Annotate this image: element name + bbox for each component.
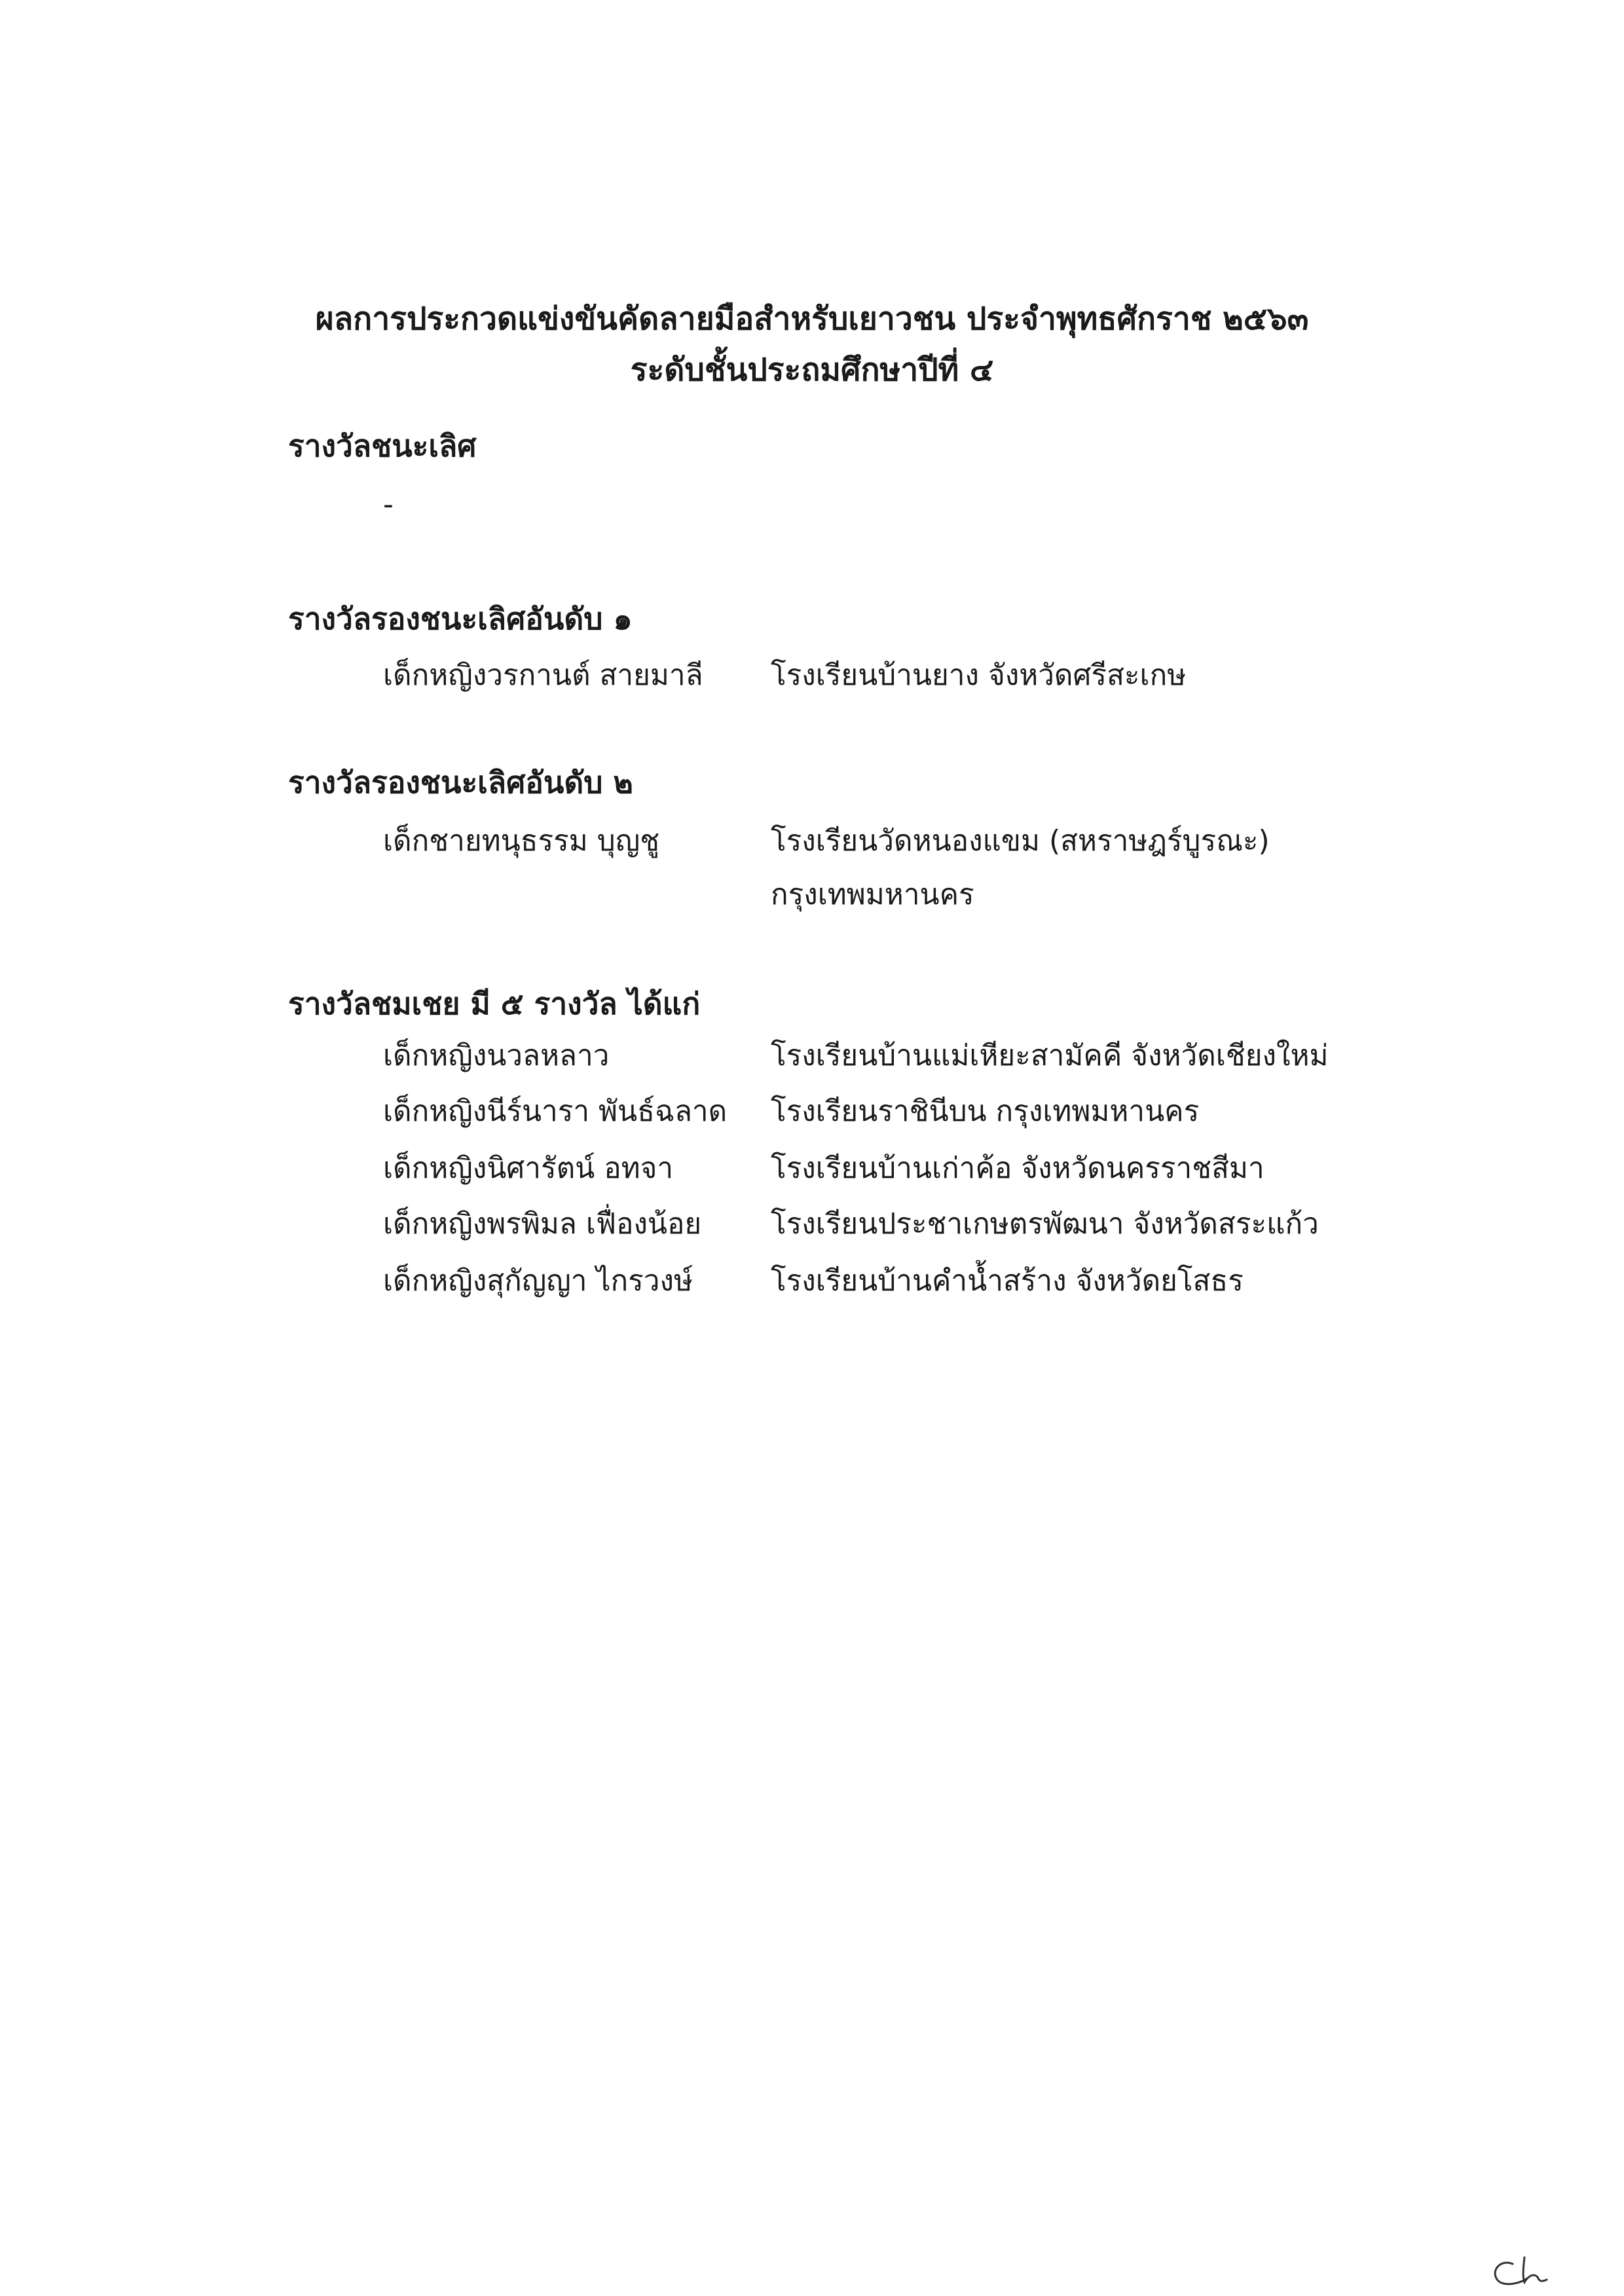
document-title: ผลการประกวดแข่งขันคัดลายมือสำหรับเยาวชน ประจำพุทธศักราช ๒๕๖๓ [315, 301, 1309, 337]
entry-school: โรงเรียนบ้านเก่าค้อ จังหวัดนครราชสีมา [771, 1152, 1264, 1185]
document-subtitle: ระดับชั้นประถมศึกษาปีที่ ๔ [630, 352, 994, 388]
section-heading-runner-up-2: รางวัลรองชนะเลิศอันดับ ๒ [288, 765, 633, 800]
winner-none: - [383, 488, 394, 521]
entry-school: โรงเรียนบ้านแม่เหียะสามัคคี จังหวัดเชียงใหม่ [771, 1039, 1329, 1072]
entry-name: เด็กหญิงสุกัญญา ไกรวงษ์ [383, 1264, 693, 1298]
entry-name: เด็กชายทนุธรรม บุญชู [383, 824, 660, 858]
entry-school: โรงเรียนประชาเกษตรพัฒนา จังหวัดสระแก้ว [771, 1207, 1319, 1241]
section-heading-runner-up-1: รางวัลรองชนะเลิศอันดับ ๑ [288, 601, 633, 636]
entry-name: เด็กหญิงนิศารัตน์ อทจา [383, 1152, 674, 1185]
entry-school: โรงเรียนวัดหนองแขม (สหราษฎร์บูรณะ) [771, 824, 1270, 858]
initials-signature [1486, 2252, 1578, 2291]
entry-name: เด็กหญิงนีร์นารา พันธ์ฉลาด [383, 1095, 728, 1128]
entry-name: เด็กหญิงวรกานต์ สายมาลี [383, 659, 703, 692]
entry-school-line2: กรุงเทพมหานคร [771, 878, 974, 911]
entry-school: โรงเรียนราชินีบน กรุงเทพมหานคร [771, 1095, 1200, 1128]
section-heading-honorable-mention: รางวัลชมเชย มี ๕ รางวัล ได้แก่ [288, 986, 701, 1021]
section-heading-winner: รางวัลชนะเลิศ [288, 428, 477, 464]
entry-name: เด็กหญิงพรพิมล เฟื่องน้อย [383, 1207, 702, 1241]
entry-school: โรงเรียนบ้านยาง จังหวัดศรีสะเกษ [771, 659, 1187, 692]
entry-school: โรงเรียนบ้านคำน้ำสร้าง จังหวัดยโสธร [771, 1264, 1244, 1298]
entry-name: เด็กหญิงนวลหลาว [383, 1039, 610, 1072]
